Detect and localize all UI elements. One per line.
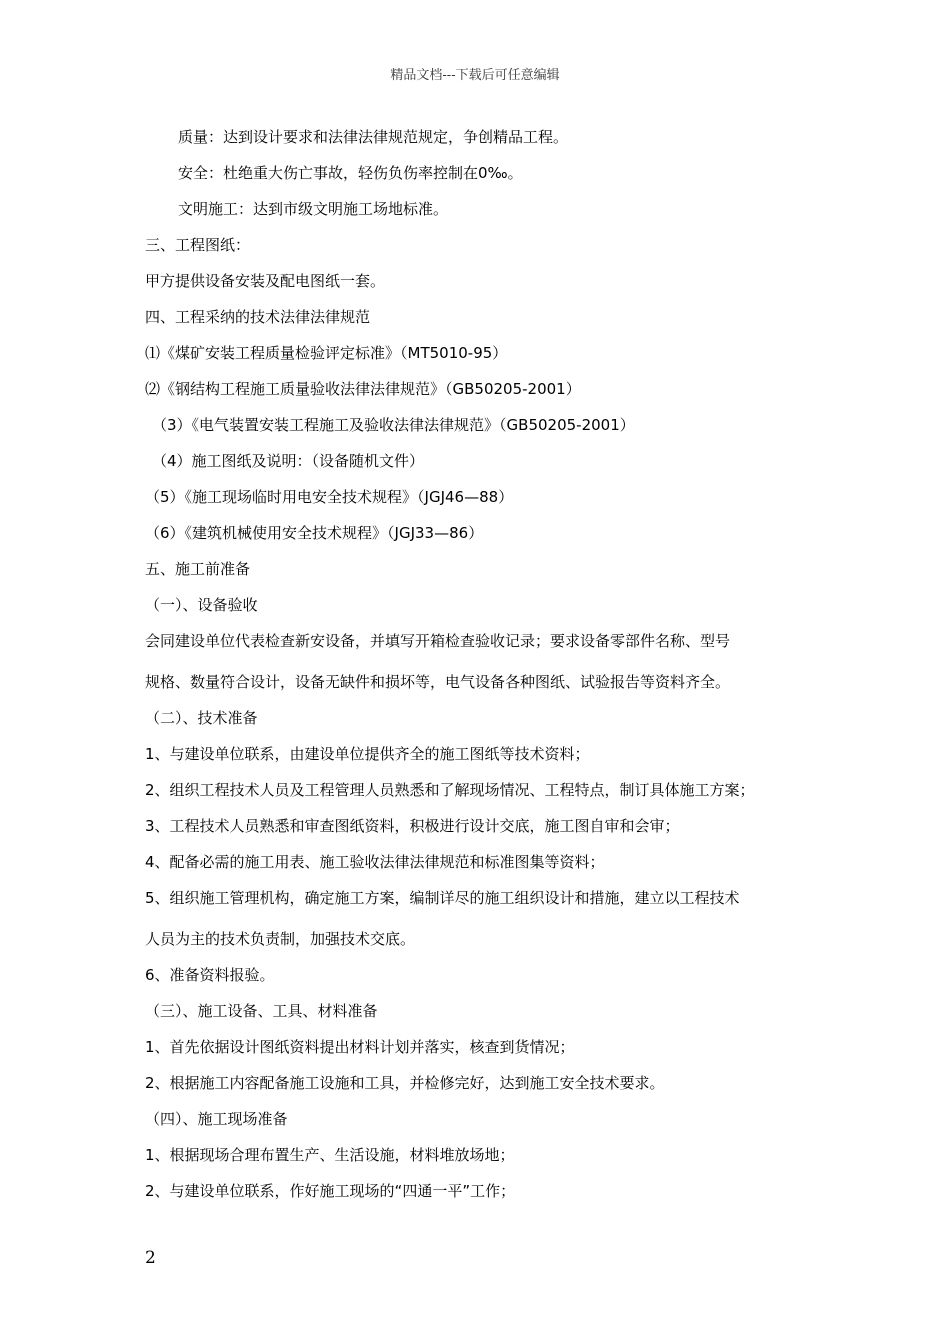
text-line: 质量：达到设计要求和法律法律规范规定，争创精品工程。	[178, 128, 569, 146]
page-header: 精品文档---下载后可任意编辑	[390, 68, 560, 83]
section-heading: 三、工程图纸：	[145, 236, 251, 254]
list-item: ⑵《钢结构工程施工质量验收法律法律规范》（GB50205-2001）	[145, 380, 581, 398]
subsection-heading: （三）、施工设备、工具、材料准备	[145, 1002, 378, 1020]
page-number: 2	[145, 1248, 156, 1268]
subsection-heading: （四）、施工现场准备	[145, 1110, 288, 1128]
list-item: 6、准备资料报验。	[145, 966, 275, 984]
subsection-heading: （一）、设备验收	[145, 596, 258, 614]
section-heading: 五、施工前准备	[145, 560, 251, 578]
list-item: 4、配备必需的施工用表、施工验收法律法律规范和标准图集等资料；	[145, 853, 605, 871]
list-item: （5）《施工现场临时用电安全技术规程》（JGJ46—88）	[145, 488, 514, 506]
list-item: 1、根据现场合理布置生产、生活设施，材料堆放场地；	[145, 1146, 515, 1164]
list-item: 1、首先依据设计图纸资料提出材料计划并落实，核查到货情况；	[145, 1038, 575, 1056]
list-item: ⑴《煤矿安装工程质量检验评定标准》（MT5010-95）	[145, 344, 508, 362]
subsection-heading: （二）、技术准备	[145, 709, 258, 727]
text-line: 会同建设单位代表检查新安设备，并填写开箱检查验收记录；要求设备零部件名称、型号	[145, 632, 731, 650]
text-line: 人员为主的技术负责制，加强技术交底。	[145, 930, 416, 948]
list-item: 1、与建设单位联系，由建设单位提供齐全的施工图纸等技术资料；	[145, 745, 590, 763]
list-item: （6）《建筑机械使用安全技术规程》（JGJ33—86）	[145, 524, 484, 542]
list-item: （3）《电气装置安装工程施工及验收法律法律规范》（GB50205-2001）	[152, 416, 635, 434]
text-line: 安全：杜绝重大伤亡事故，轻伤负伤率控制在0‰。	[178, 164, 523, 182]
list-item: 2、根据施工内容配备施工设施和工具，并检修完好，达到施工安全技术要求。	[145, 1074, 665, 1092]
text-line: 甲方提供设备安装及配电图纸一套。	[145, 272, 386, 290]
text-line: 文明施工：达到市级文明施工场地标准。	[178, 200, 449, 218]
list-item: 2、与建设单位联系，作好施工现场的“四通一平”工作；	[145, 1182, 516, 1200]
text-line: 规格、数量符合设计，设备无缺件和损坏等，电气设备各种图纸、试验报告等资料齐全。	[145, 673, 731, 691]
list-item: 5、组织施工管理机构，确定施工方案，编制详尽的施工组织设计和措施，建立以工程技术	[145, 889, 740, 907]
list-item: （4）施工图纸及说明：（设备随机文件）	[152, 452, 425, 470]
list-item: 2、组织工程技术人员及工程管理人员熟悉和了解现场情况、工程特点，制订具体施工方案；	[145, 781, 755, 799]
list-item: 3、工程技术人员熟悉和审查图纸资料，积极进行设计交底，施工图自审和会审；	[145, 817, 680, 835]
section-heading: 四、工程采纳的技术法律法律规范	[145, 308, 371, 326]
